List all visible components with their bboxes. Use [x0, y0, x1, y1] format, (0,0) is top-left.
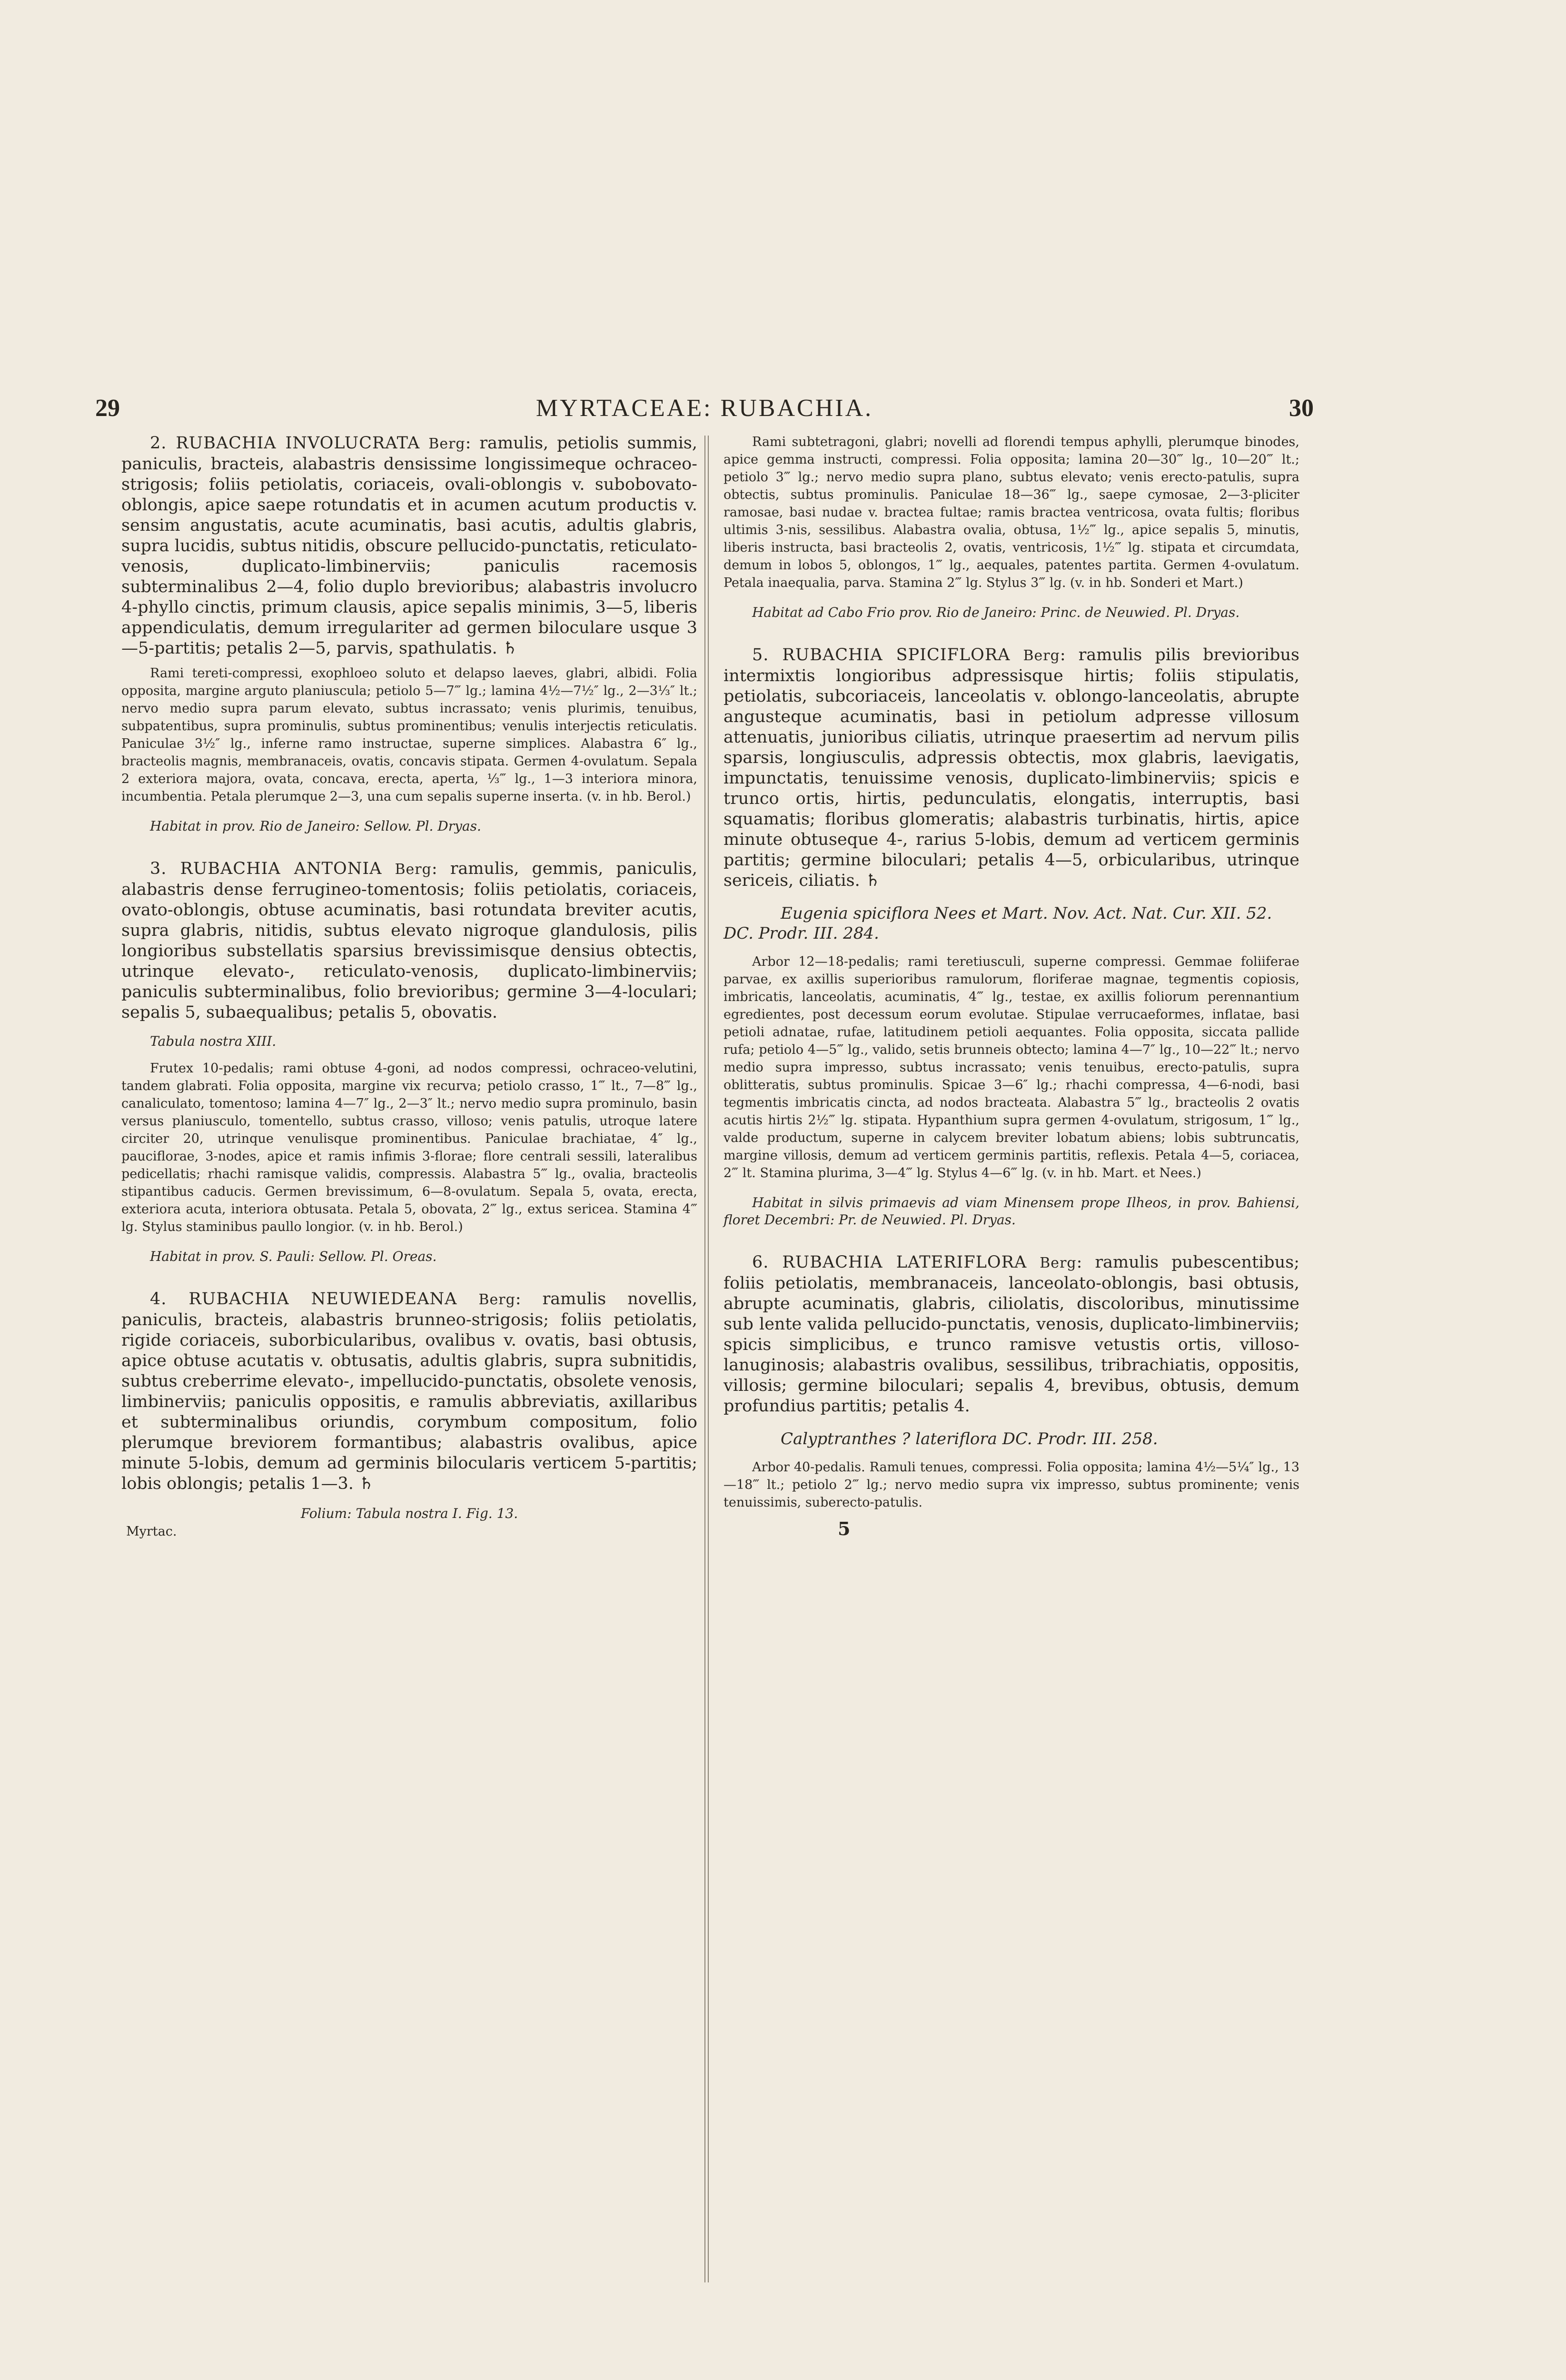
species-entry-4 [121, 1289, 697, 1494]
species-diagnosis: : ramulis novellis, paniculis, bracteis, alabastris brunneo-strigosis; foliis petiolatis, rigide coriaceis, suborbicularibus, ovalibus v. ovatis, basi obtusis, apice obtuse acutatis v. obtusatis, adultis glabris, supra subnitidis, subtus creberrime elevato-, impellucido-punctatis, obsolete venosis, limbinerviis; paniculis oppositis, e ramulis abbreviatis, axillaribus et subterminalibus oriundis, corymbum compositum, folio plerumque breviorem formantibus; alabastris ovalibus, apice minute 5-lobis, demum ad germinis bilocularis verticem 5-partitis; lobis oblongis; petalis 1—3. ♄ [121, 1289, 697, 1493]
author-abbrev: Berg [428, 436, 466, 452]
species-title: 6. RUBACHIA LATERIFLORA [752, 1253, 1027, 1272]
species-diagnosis: : ramulis pubescentibus; foliis petiolatis, membranaceis, lanceolato-oblongis, basi obtusis, abrupte acuminatis, glabris, ciliolatis, discoloribus, minutissime sub lente valida pellucido-punctatis, venosis, duplicato-limbinerviis; spicis simplicibus, e trunco ramisve vetustis ortis, villoso-lanuginosis; alabastris ovalibus, sessilibus, tribrachiatis, oppositis, villosis; germine biloculari; sepalis 4, brevibus, obtusis, demum profundius partitis; petalis 4. [724, 1253, 1299, 1416]
plate-reference: Tabula nostra XIII. [150, 1033, 277, 1049]
sheet-number: 5 [838, 1518, 851, 1539]
species-description: Frutex 10-pedalis; rami obtuse 4-goni, ad nodos compressi, ochraceo-velutini, tandem glabrati. Folia opposita, margine vix recurva; petiolo crasso, 1‴ lt., 7—8‴ lg., canaliculato, tomentoso; lamina 4—7″ lg., 2—3″ lt.; nervo medio supra prominulo, basin versus planiusculo, tomentello, subtus crasso, villoso; venis patulis, utroque latere circiter 20, utrinque venulisque prominentibus. Paniculae brachiatae, 4″ lg., pauciflorae, 3-nodes, apice et ramis infimis 3-florae; flore centrali sessili, lateralibus pedicellatis; rhachi ramisque validis, compressis. Alabastra 5‴ lg., ovalia, bracteolis stipantibus caducis. Germen brevissimum, 6—8-ovulatum. Sepala 5, ovata, erecta, exteriora acuta, interiora obtusata. Petala 5, obovata, 2‴ lg., extus sericea. Stamina 4‴ lg. Stylus staminibus paullo longior. (v. in hb. Berol.) [121, 1061, 697, 1234]
right-column [724, 433, 1299, 1539]
species-description: Arbor 12—18-pedalis; rami teretiusculi, superne compressi. Gemmae foliiferae parvae, ex axillis superioribus ramulorum, floriferae magnae, tegmentis copiosis, imbricatis, lanceolatis, acuminatis, 4‴ lg., testae, ex axillis foliorum perennantium egredientes, post decessum eorum evolutae. Stipulae verrucaeformes, inflatae, basi petioli adnatae, rufae, latitudinem petioli aequantes. Folia opposita, siccata pallide rufa; petiolo 4—5‴ lg., valido, setis brunneis obtecto; lamina 4—7″ lg., 10—22‴ lt.; nervo medio supra impresso, subtus incrassato; venis tenuibus, erecto-patulis, supra oblitteratis, subtus prominulis. Spicae 3—6″ lg.; rhachi compressa, 4—6-nodi, basi tegmentis imbricatis cincta, ad nodos bracteata. Alabastra 5‴ lg., bracteolis 2 ovatis acutis hirtis 2½‴ lg. stipata. Hypanthium supra germen 4-ovulatum, strigosum, 1‴ lg., valde productum, superne in calycem breviter lobatum abiens; lobis subtruncatis, margine villosis, demum ad verticem germinis partitis, reflexis. Petala 4—5, coriacea, 2‴ lt. Stamina plurima, 3—4‴ lg. Stylus 4—6‴ lg. (v. in hb. Mart. et Nees.) [724, 954, 1299, 1180]
species-title: 3. RUBACHIA ANTONIA [150, 859, 382, 878]
running-head [95, 394, 1314, 427]
left-column [121, 433, 697, 1539]
species-title: 4. RUBACHIA NEUWIEDEANA [150, 1289, 457, 1309]
habitat-note: Habitat in prov. S. Pauli: Sellow. Pl. Oreas. [150, 1249, 437, 1264]
habitat-note: Habitat in silvis primaevis ad viam Minensem prope Ilheos, in prov. Bahiensi, floret Decembri: Pr. de Neuwied. Pl. Dryas. [724, 1195, 1299, 1228]
species-description: Rami subtetragoni, glabri; novelli ad florendi tempus aphylli, plerumque binodes, apice gemma instructi, compressi. Folia opposita; lamina 20—30‴ lg., 10—20‴ lt.; petiolo 3‴ lg.; nervo medio supra plano, subtus elevato; venis erecto-patulis, supra obtectis, subtus prominulis. Paniculae 18—36‴ lg., saepe cymosae, 2—3-pliciter ramosae, basi nudae v. bractea fultae; ramis bractea ventricosa, ovata fultis; floribus ultimis 3-nis, sessilibus. Alabastra ovalia, obtusa, 1½‴ lg., apice sepalis 5, minutis, liberis instructa, basi bracteolis 2, ovatis, ventricosis, 1½‴ lg. stipata et circumdata, demum in lobos 5, oblongos, 1‴ lg., aequales, patentes partita. Germen 4-ovulatum. Petala inaequalia, parva. Stamina 2‴ lg. Stylus 3‴ lg. (v. in hb. Sonderi et Mart.) [724, 435, 1299, 590]
figure-reference: Folium: Tabula nostra I. Fig. 13. [300, 1506, 518, 1521]
author-abbrev: Berg [478, 1291, 515, 1308]
species-entry-5 [724, 645, 1299, 891]
species-diagnosis: : ramulis, petiolis summis, paniculis, bracteis, alabastris densissime longissimeque ochraceo-strigosis; foliis petiolatis, coriaceis, ovali-oblongis v. subobovato-oblongis, apice saepe rotundatis et in acumen acutum productis v. sensim angustatis, acute acuminatis, basi acutis, adultis glabris, supra lucidis, subtus nitidis, obscure pellucido-punctatis, reticulato-venosis, duplicato-limbinerviis; paniculis racemosis subterminalibus 2—4, folio duplo brevioribus; alabastris involucro 4-phyllo cinctis, primum clausis, apice sepalis minimis, 3—5, liberis appendiculatis, demum irregulariter ad germen biloculare usque 3—5-partitis; petalis 2—5, parvis, spathulatis. ♄ [121, 434, 697, 658]
species-entry-2 [121, 433, 697, 659]
species-title: 2. RUBACHIA INVOLUCRATA [150, 434, 420, 453]
species-description: Rami tereti-compressi, exophloeo soluto et delapso laeves, glabri, albidi. Folia opposita, margine arguto planiuscula; petiolo 5—7‴ lg.; lamina 4½—7½″ lg., 2—3⅓″ lt.; nervo medio supra parum elevato, subtus incrassato; venis plurimis, tenuibus, subpatentibus, supra prominulis, subtus prominentibus; venulis interjectis reticulatis. Paniculae 3½″ lg., inferne ramo instructae, superne simplices. Alabastra 6″ lg., bracteolis magnis, membranaceis, ovatis, concavis stipata. Germen 4-ovulatum. Sepala 2 exteriora majora, ovata, concava, erecta, aperta, ⅓‴ lg., 1—3 interiora minora, incumbentia. Petala plerumque 2—3, una cum sepalis superne inserta. (v. in hb. Berol.) [121, 666, 697, 804]
author-abbrev: Berg [1040, 1255, 1077, 1271]
species-description: Arbor 40-pedalis. Ramuli tenues, compressi. Folia opposita; lamina 4½—5¼″ lg., 13—18‴ lt.; petiolo 2‴ lg.; nervo medio supra vix impresso, subtus prominente; venis tenuissimis, suberecto-patulis. [724, 1460, 1299, 1510]
species-diagnosis: : ramulis pilis brevioribus intermixtis longioribus adpressisque hirtis; foliis stipulatis, petiolatis, subcoriaceis, lanceolatis v. oblongo-lanceolatis, abrupte angusteque acuminatis, basi in petiolum adpresse villosum attenuatis, junioribus ciliatis, utrinque praesertim ad nervum pilis sparsis, longiusculis, adpressis obtectis, mox glabris, laevigatis, impunctatis, tenuissime venosis, duplicato-limbinerviis; spicis e trunco ortis, hirtis, pedunculatis, elongatis, interruptis, basi squamatis; floribus glomeratis; alabastris turbinatis, hirtis, apice minute obtuseque 4-, rarius 5-lobis, demum ad verticem germinis partitis; germine biloculari; petalis 4—5, orbicularibus, utrinque sericeis, ciliatis. ♄ [724, 645, 1299, 890]
column-divider [704, 436, 709, 2282]
author-abbrev: Berg [395, 861, 432, 878]
author-abbrev: Berg [1023, 647, 1060, 664]
signature-mark: Myrtac. [126, 1524, 177, 1539]
running-title: MYRTACEAE: RUBACHIA. [535, 395, 873, 422]
species-diagnosis: : ramulis, gemmis, paniculis, alabastris dense ferrugineo-tomentosis; foliis petiolatis, coriaceis, ovato-oblongis, obtuse acuminatis, basi rotundata breviter acutis, supra glabris, nitidis, subtus elevato nigroque glandulosis, pilis longioribus substellatis sparsius brevissimisque densius obtectis, utrinque elevato-, reticulato-venosis, duplicato-limbinerviis; paniculis subterminalibus, folio brevioribus; germine 3—4-loculari; sepalis 5, subaequalibus; petalis 5, obovatis. [121, 859, 697, 1022]
synonym: Calyptranthes ? lateriflora DC. Prodr. III. 258. [781, 1429, 1158, 1448]
page-number-right: 30 [1289, 395, 1314, 422]
page-number-left: 29 [95, 395, 120, 422]
species-entry-6 [724, 1252, 1299, 1417]
synonym: Eugenia spiciflora Nees et Mart. Nov. Act. Nat. Cur. XII. 52. DC. Prodr. III. 284. [724, 904, 1272, 943]
habitat-note: Habitat ad Cabo Frio prov. Rio de Janeiro: Princ. de Neuwied. Pl. Dryas. [752, 605, 1240, 620]
species-entry-3 [121, 859, 697, 1023]
species-title: 5. RUBACHIA SPICIFLORA [752, 645, 1011, 664]
habitat-note: Habitat in prov. Rio de Janeiro: Sellow. Pl. Dryas. [150, 818, 481, 834]
